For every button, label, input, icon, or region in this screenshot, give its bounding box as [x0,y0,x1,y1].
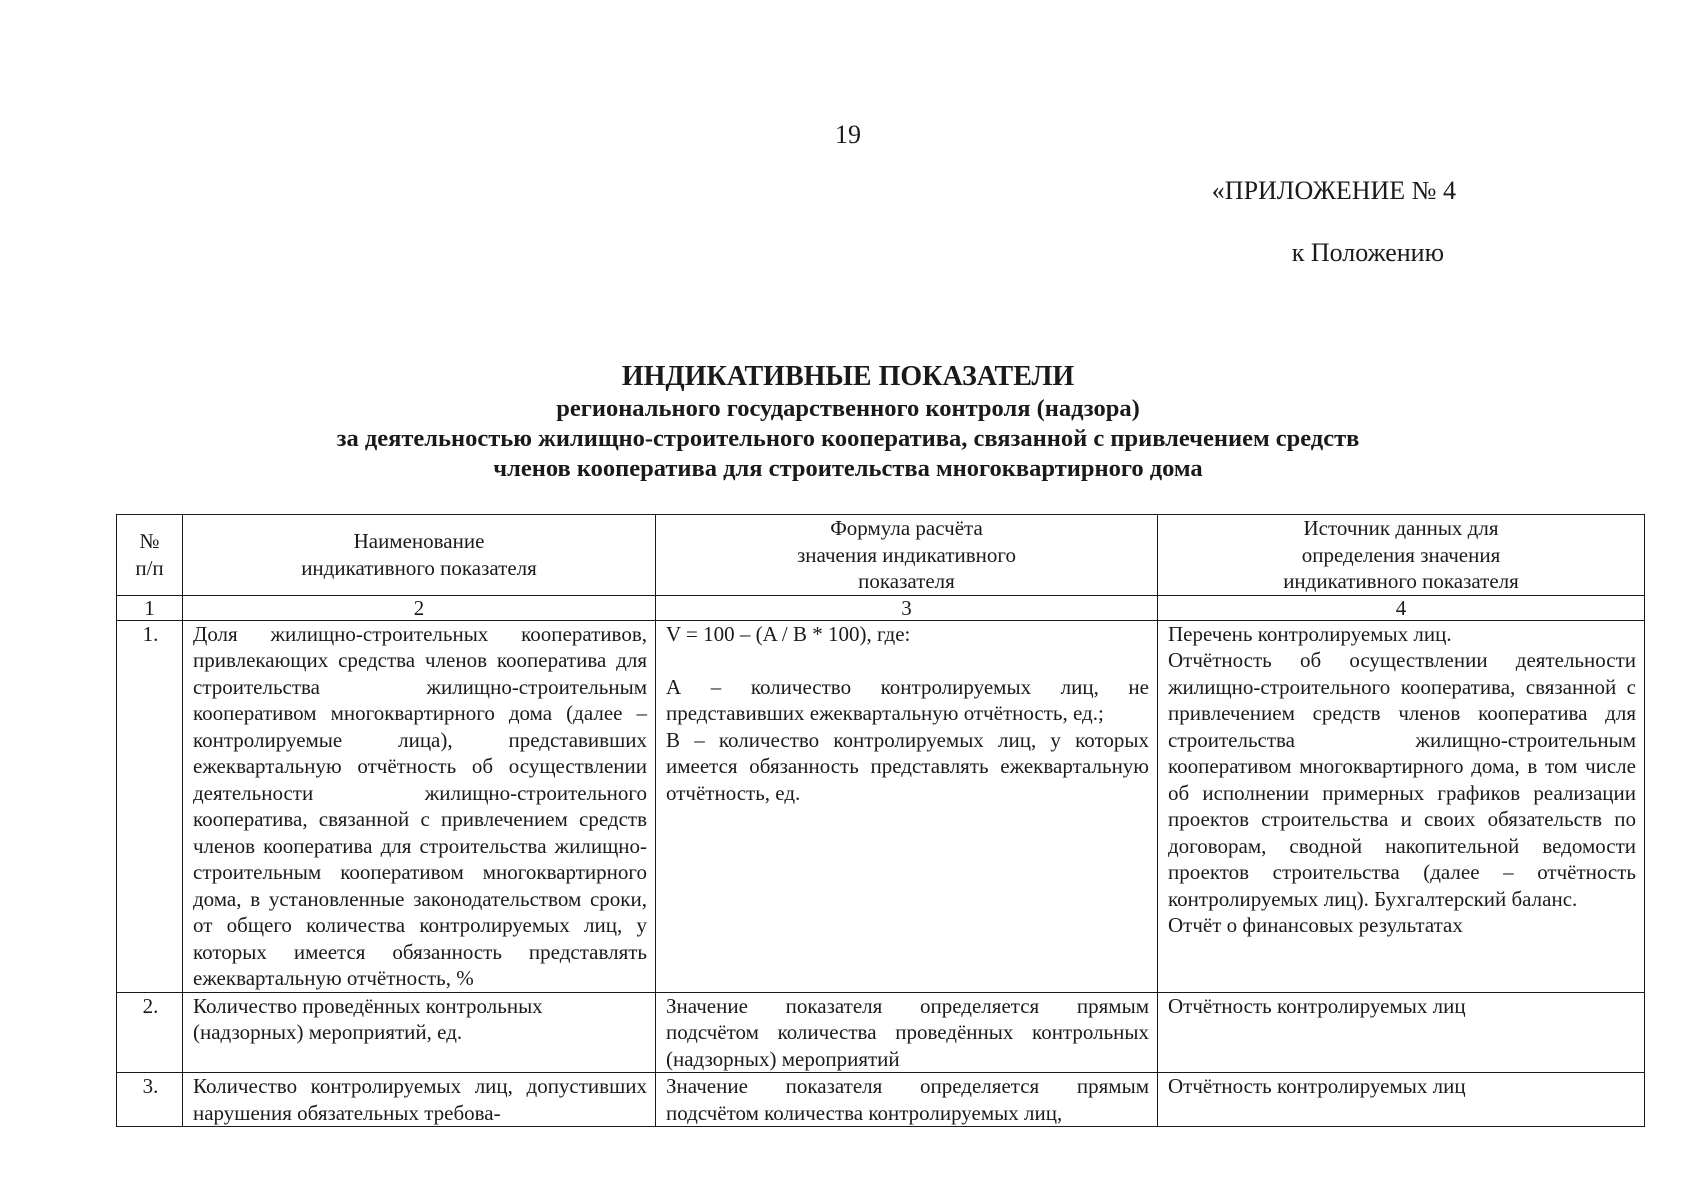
heading-line-2: за деятельностью жилищно-строительного кооператива, связанной с привлечением средств [336,425,1360,452]
indicator-name: Доля жилищно-строительных кооперативов, привлекающих средства членов кооператива для строительства жилищно-строительным кооперативом многоквартирного дома (далее – контролируемые лица), представивших ежеквартальную отчётность об осуществлении деятельности жилищно-строительного кооператива, связанной с привлечением средств членов кооператива для строительства жилищно-строительным кооперативом многоквартирного дома, в установленные законодательством сроки, от общего количества контролируемых лиц, у которых имеется обязанность представлять ежеквартальную отчётность, % [183,620,656,992]
row-number: 1. [117,620,183,992]
table-row [117,1073,1645,1127]
indicator-formula: V = 100 – (A / B * 100), где: А – количество контролируемых лиц, не представивших ежеквартальную отчётность, ед.; В – количество контролируемых лиц, у которых имеется обязанность представлять ежеквартальную отчётность, ед. [656,620,1158,992]
indicator-source: Отчётность контролируемых лиц [1158,1073,1645,1127]
indicator-name: Количество проведённых контрольных (надзорных) мероприятий, ед. [183,992,656,1073]
appendix-title: «ПРИЛОЖЕНИЕ № 4 [1211,176,1456,205]
indicators-table [116,514,1645,1127]
heading-main: ИНДИКАТИВНЫЕ ПОКАЗАТЕЛИ [621,361,1075,392]
header-name: Наименование индикативного показателя [183,515,656,596]
document-heading [0,360,1696,484]
header-source: Источник данных для определения значения индикативного показателя [1158,515,1645,596]
table-row [117,620,1645,992]
column-number: 2 [183,595,656,620]
indicator-source: Перечень контролируемых лиц. Отчётность об осуществлении деятельности жилищно-строительного кооператива, связанной с привлечением средств членов кооператива для строительства жилищно-строительным кооперативом многоквартирного дома, в том числе об исполнении примерных графиков реализации проектов строительства и своих обязательств по договорам, сводной накопительной ведомости проектов строительства (далее – отчётность контролируемых лиц). Бухгалтерский баланс. Отчёт о финансовых результатах [1158,620,1645,992]
row-number: 3. [117,1073,183,1127]
header-formula: Формула расчёта значения индикативного показателя [656,515,1158,596]
appendix-subtitle: к Положению [1291,238,1444,267]
page-number: 19 [835,120,861,149]
indicator-formula: Значение показателя определяется прямым подсчётом количества проведённых контрольных (надзорных) мероприятий [656,992,1158,1073]
indicator-source: Отчётность контролируемых лиц [1158,992,1645,1073]
heading-line-3: членов кооператива для строительства многоквартирного дома [493,455,1203,482]
header-num: № п/п [117,515,183,596]
table-row [117,992,1645,1073]
indicator-name: Количество контролируемых лиц, допустивших нарушения обязательных требова- [183,1073,656,1127]
heading-line-1: регионального государственного контроля (надзора) [556,395,1140,422]
indicator-formula: Значение показателя определяется прямым подсчётом количества контролируемых лиц, [656,1073,1158,1127]
column-number: 3 [656,595,1158,620]
column-number: 1 [117,595,183,620]
column-number: 4 [1158,595,1645,620]
row-number: 2. [117,992,183,1073]
table-header-row [117,515,1645,596]
column-numbers-row [117,595,1645,620]
